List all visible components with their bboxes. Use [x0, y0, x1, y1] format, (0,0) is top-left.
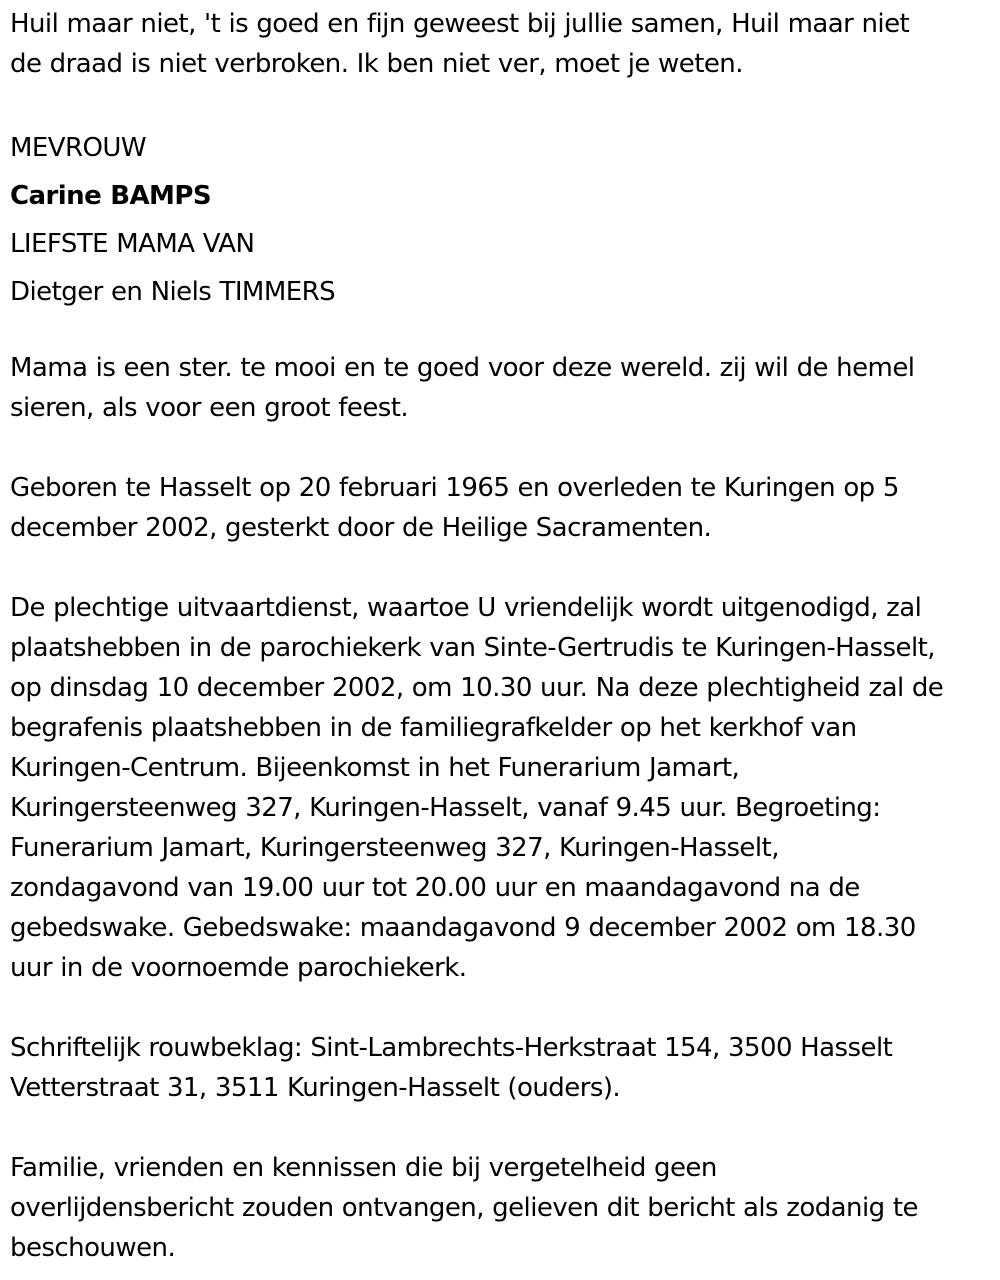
funeral-line: plaatshebben in de parochiekerk van Sinte-Gertrudis te Kuringen-Hasselt,: [10, 633, 935, 663]
spacer: [10, 316, 995, 348]
poem-paragraph: [10, 348, 995, 428]
intro-verse: [10, 4, 995, 84]
spacer: [10, 988, 995, 1028]
birth-death-paragraph: [10, 468, 995, 548]
funeral-line: De plechtige uitvaartdienst, waartoe U vriendelijk wordt uitgenodigd, zal: [10, 593, 922, 623]
deceased-block: [10, 124, 995, 316]
birth-death-line: december 2002, gesterkt door de Heilige Sacramenten.: [10, 513, 712, 543]
spacer: [10, 548, 995, 588]
salutation: MEVROUW: [10, 133, 147, 163]
funeral-line: op dinsdag 10 december 2002, om 10.30 uur. Na deze plechtigheid zal de: [10, 673, 944, 703]
spacer: [10, 1108, 995, 1148]
children-names: Dietger en Niels TIMMERS: [10, 277, 336, 307]
intro-line: de draad is niet verbroken. Ik ben niet ver, moet je weten.: [10, 49, 743, 79]
funeral-paragraph: [10, 588, 995, 988]
notice-line: overlijdensbericht zouden ontvangen, gelieven dit bericht als zodanig te: [10, 1193, 918, 1223]
spacer: [10, 84, 995, 124]
poem-line: sieren, als voor een groot feest.: [10, 393, 409, 423]
notice-line: beschouwen.: [10, 1233, 176, 1263]
condolences-line: Schriftelijk rouwbeklag: Sint-Lambrechts-Herkstraat 154, 3500 Hasselt: [10, 1033, 893, 1063]
deceased-name: Carine BAMPS: [10, 181, 212, 211]
birth-death-line: Geboren te Hasselt op 20 februari 1965 en overleden te Kuringen op 5: [10, 473, 899, 503]
spacer: [10, 428, 995, 468]
condolences-paragraph: [10, 1028, 995, 1108]
funeral-line: gebedswake. Gebedswake: maandagavond 9 december 2002 om 18.30: [10, 913, 916, 943]
funeral-line: begrafenis plaatshebben in de familiegrafkelder op het kerkhof van: [10, 713, 857, 743]
obituary-document: [10, 4, 995, 1268]
notice-line: Familie, vrienden en kennissen die bij vergetelheid geen: [10, 1153, 717, 1183]
intro-line: Huil maar niet, 't is goed en fijn geweest bij jullie samen, Huil maar niet: [10, 9, 910, 39]
funeral-line: uur in de voornoemde parochiekerk.: [10, 953, 467, 983]
notice-paragraph: [10, 1148, 995, 1268]
funeral-line: Kuringersteenweg 327, Kuringen-Hasselt, vanaf 9.45 uur. Begroeting:: [10, 793, 881, 823]
funeral-line: zondagavond van 19.00 uur tot 20.00 uur en maandagavond na de: [10, 873, 860, 903]
condolences-line: Vetterstraat 31, 3511 Kuringen-Hasselt (ouders).: [10, 1073, 621, 1103]
poem-line: Mama is een ster. te mooi en te goed voor deze wereld. zij wil de hemel: [10, 353, 915, 383]
funeral-line: Funerarium Jamart, Kuringersteenweg 327, Kuringen-Hasselt,: [10, 833, 779, 863]
relation-heading: LIEFSTE MAMA VAN: [10, 229, 255, 259]
funeral-line: Kuringen-Centrum. Bijeenkomst in het Funerarium Jamart,: [10, 753, 740, 783]
